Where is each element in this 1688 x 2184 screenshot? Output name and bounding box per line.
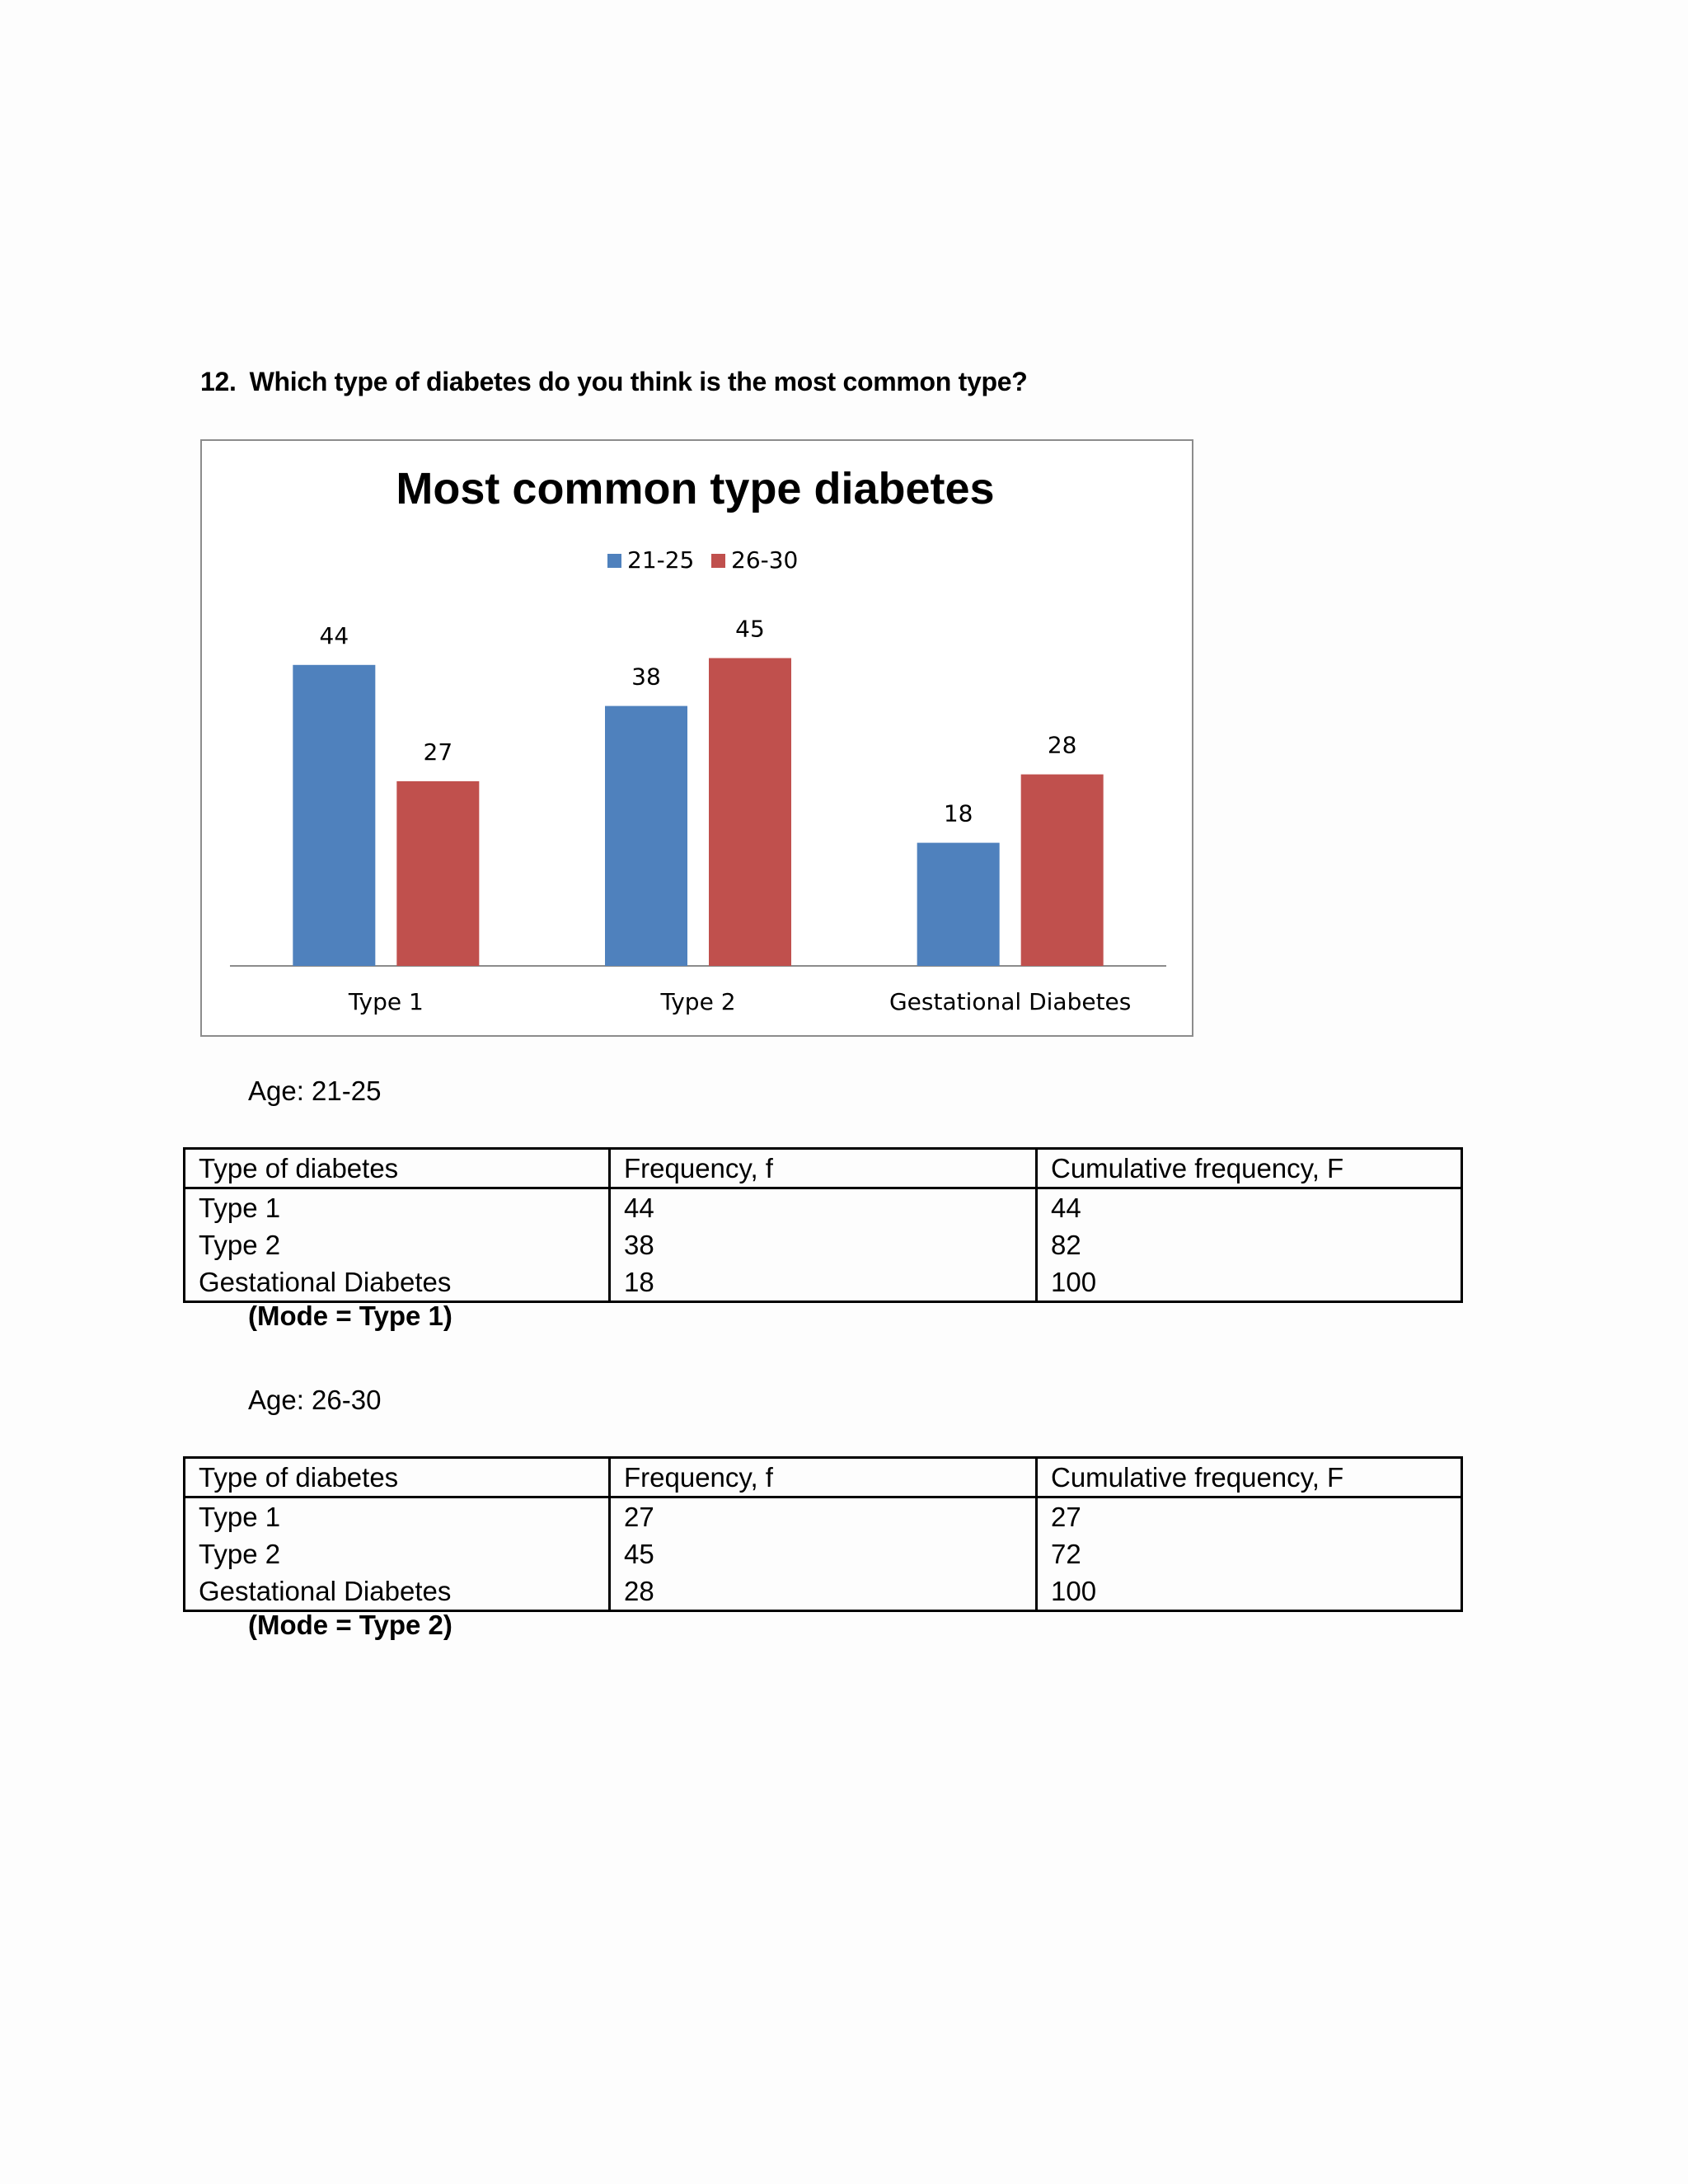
chart-container	[200, 439, 1193, 1037]
table-row	[185, 1497, 1462, 1536]
cell-cumulative: 100	[1037, 1572, 1462, 1611]
cell-frequency: 28	[610, 1572, 1037, 1611]
table-row	[185, 1263, 1462, 1302]
chart-title: Most common type diabetes	[396, 464, 995, 513]
x-tick-label: Type 1	[348, 988, 424, 1015]
question-heading	[200, 367, 1027, 397]
header-frequency: Frequency, f	[610, 1458, 1037, 1497]
header-frequency: Frequency, f	[610, 1149, 1037, 1188]
table-header-row	[185, 1458, 1462, 1497]
table-header-row	[185, 1149, 1462, 1188]
cell-cumulative: 82	[1037, 1226, 1462, 1263]
cell-cumulative: 100	[1037, 1263, 1462, 1302]
frequency-table-2	[183, 1456, 1463, 1612]
data-label: 45	[735, 615, 765, 643]
frequency-table-1	[183, 1147, 1463, 1303]
cell-type: Type 2	[185, 1226, 610, 1263]
header-type: Type of diabetes	[185, 1149, 610, 1188]
table-row	[185, 1572, 1462, 1611]
x-tick-label: Gestational Diabetes	[889, 988, 1132, 1015]
cell-cumulative: 72	[1037, 1535, 1462, 1572]
data-label: 27	[423, 738, 453, 766]
cell-frequency: 44	[610, 1188, 1037, 1227]
legend-label-1: 21-25	[627, 546, 695, 574]
data-label: 44	[319, 621, 349, 649]
bar-26-30-type-2	[709, 658, 791, 967]
legend-label-2: 26-30	[731, 546, 799, 574]
legend-swatch-1	[607, 554, 621, 568]
header-cumulative: Cumulative frequency, F	[1037, 1149, 1462, 1188]
x-tick-label: Type 2	[660, 988, 736, 1015]
table-row	[185, 1226, 1462, 1263]
data-label: 38	[631, 663, 661, 691]
question-text: Which type of diabetes do you think is the most common type?	[249, 367, 1028, 396]
cell-frequency: 27	[610, 1497, 1037, 1536]
table-row	[185, 1188, 1462, 1227]
bar-21-25-gestational-diabetes	[917, 843, 1000, 966]
header-cumulative: Cumulative frequency, F	[1037, 1458, 1462, 1497]
bar-21-25-type-1	[293, 665, 375, 966]
data-label: 18	[943, 799, 973, 827]
cell-type: Type 1	[185, 1497, 610, 1536]
cell-type: Gestational Diabetes	[185, 1572, 610, 1611]
bar-26-30-gestational-diabetes	[1021, 775, 1104, 966]
table-row	[185, 1535, 1462, 1572]
cell-cumulative: 27	[1037, 1497, 1462, 1536]
cell-frequency: 18	[610, 1263, 1037, 1302]
cell-frequency: 38	[610, 1226, 1037, 1263]
data-label: 28	[1047, 731, 1077, 759]
age-label-2: Age: 26-30	[248, 1385, 382, 1415]
cell-cumulative: 44	[1037, 1188, 1462, 1227]
cell-type: Type 1	[185, 1188, 610, 1227]
cell-type: Gestational Diabetes	[185, 1263, 610, 1302]
mode-note-1: (Mode = Type 1)	[248, 1301, 452, 1331]
bar-26-30-type-1	[396, 781, 479, 966]
bar-21-25-type-2	[605, 706, 687, 966]
legend-swatch-2	[711, 554, 725, 568]
question-number: 12.	[200, 367, 237, 396]
bar-chart	[202, 441, 1192, 1035]
header-type: Type of diabetes	[185, 1458, 610, 1497]
cell-type: Type 2	[185, 1535, 610, 1572]
cell-frequency: 45	[610, 1535, 1037, 1572]
mode-note-2: (Mode = Type 2)	[248, 1610, 452, 1640]
age-label-1: Age: 21-25	[248, 1076, 382, 1106]
